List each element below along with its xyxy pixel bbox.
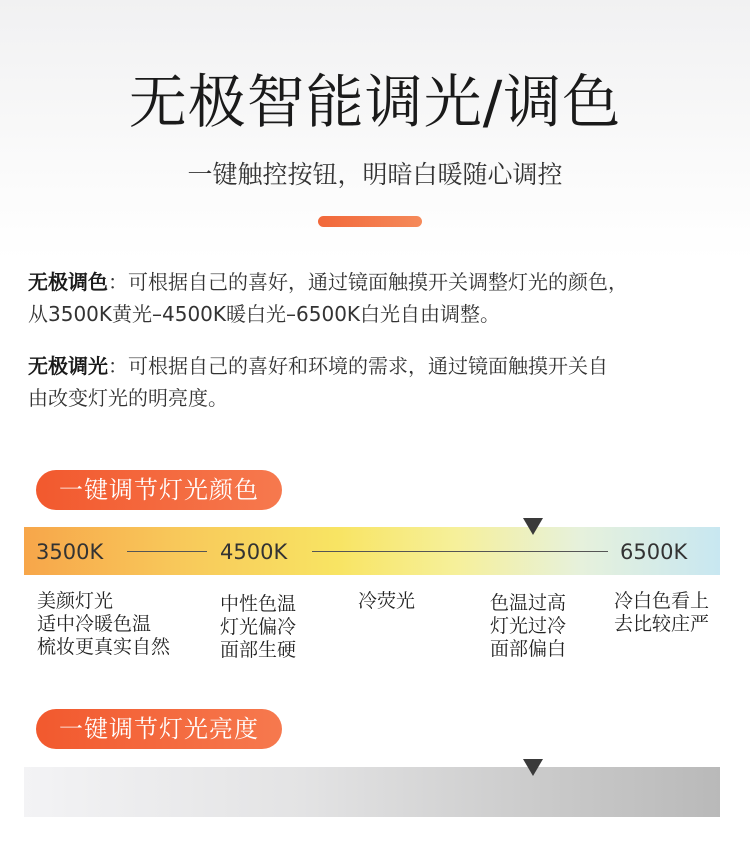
temp-connector-line [127, 551, 207, 552]
color-adjust-pill: 一键调节灯光颜色 [36, 470, 282, 510]
temp-description-high [490, 592, 566, 661]
temp-label-4500k: 4500K [220, 540, 288, 564]
color-marker-triangle-icon [523, 518, 543, 535]
temp-description-4500k [220, 593, 296, 662]
temp-description-6500k [614, 590, 709, 636]
brightness-bar [24, 767, 720, 817]
dimming-text-line1: ：可根据自己的喜好和环境的需求，通过镜面触摸开关自 [108, 354, 608, 378]
description-line: 面部生硬 [220, 639, 297, 661]
color-tuning-text-line2: 从3500K黄光–4500K暖白光–6500K白光自由调整。 [28, 302, 501, 326]
description-line: 中性色温 [220, 593, 297, 615]
color-tuning-text-line1: ：可根据自己的喜好，通过镜面触摸开关调整灯光的颜色， [108, 270, 628, 294]
description-line: 适中冷暖色温 [37, 613, 152, 635]
temp-description-3500k [37, 590, 170, 659]
description-line: 冷荧光 [358, 590, 416, 612]
description-line: 色温过高 [490, 592, 567, 614]
brightness-adjust-pill: 一键调节灯光亮度 [36, 709, 282, 749]
brightness-marker-triangle-icon [523, 759, 543, 776]
temp-description-cold-fluorescent [358, 590, 415, 613]
color-tuning-lead: 无极调色 [28, 270, 108, 294]
temp-connector-line [312, 551, 608, 552]
dimming-lead: 无极调光 [28, 354, 108, 378]
description-line: 灯光过冷 [490, 615, 567, 637]
description-line: 美颜灯光 [37, 590, 114, 612]
description-line: 去比较庄严 [614, 613, 710, 635]
dimming-paragraph [28, 350, 728, 414]
color-tuning-paragraph [28, 266, 728, 330]
temp-label-3500k: 3500K [36, 540, 104, 564]
dimming-text-line2: 由改变灯光的明亮度。 [28, 386, 228, 410]
description-line: 冷白色看上 [614, 590, 710, 612]
description-line: 灯光偏冷 [220, 616, 297, 638]
page-title: 无极智能调光/调色 [128, 68, 622, 136]
page-subtitle: 一键触控按钮，明暗白暖随心调控 [187, 160, 563, 189]
temp-label-6500k: 6500K [620, 540, 688, 564]
description-line: 梳妆更真实自然 [37, 636, 171, 658]
description-line: 面部偏白 [490, 638, 567, 660]
accent-divider [318, 216, 422, 227]
